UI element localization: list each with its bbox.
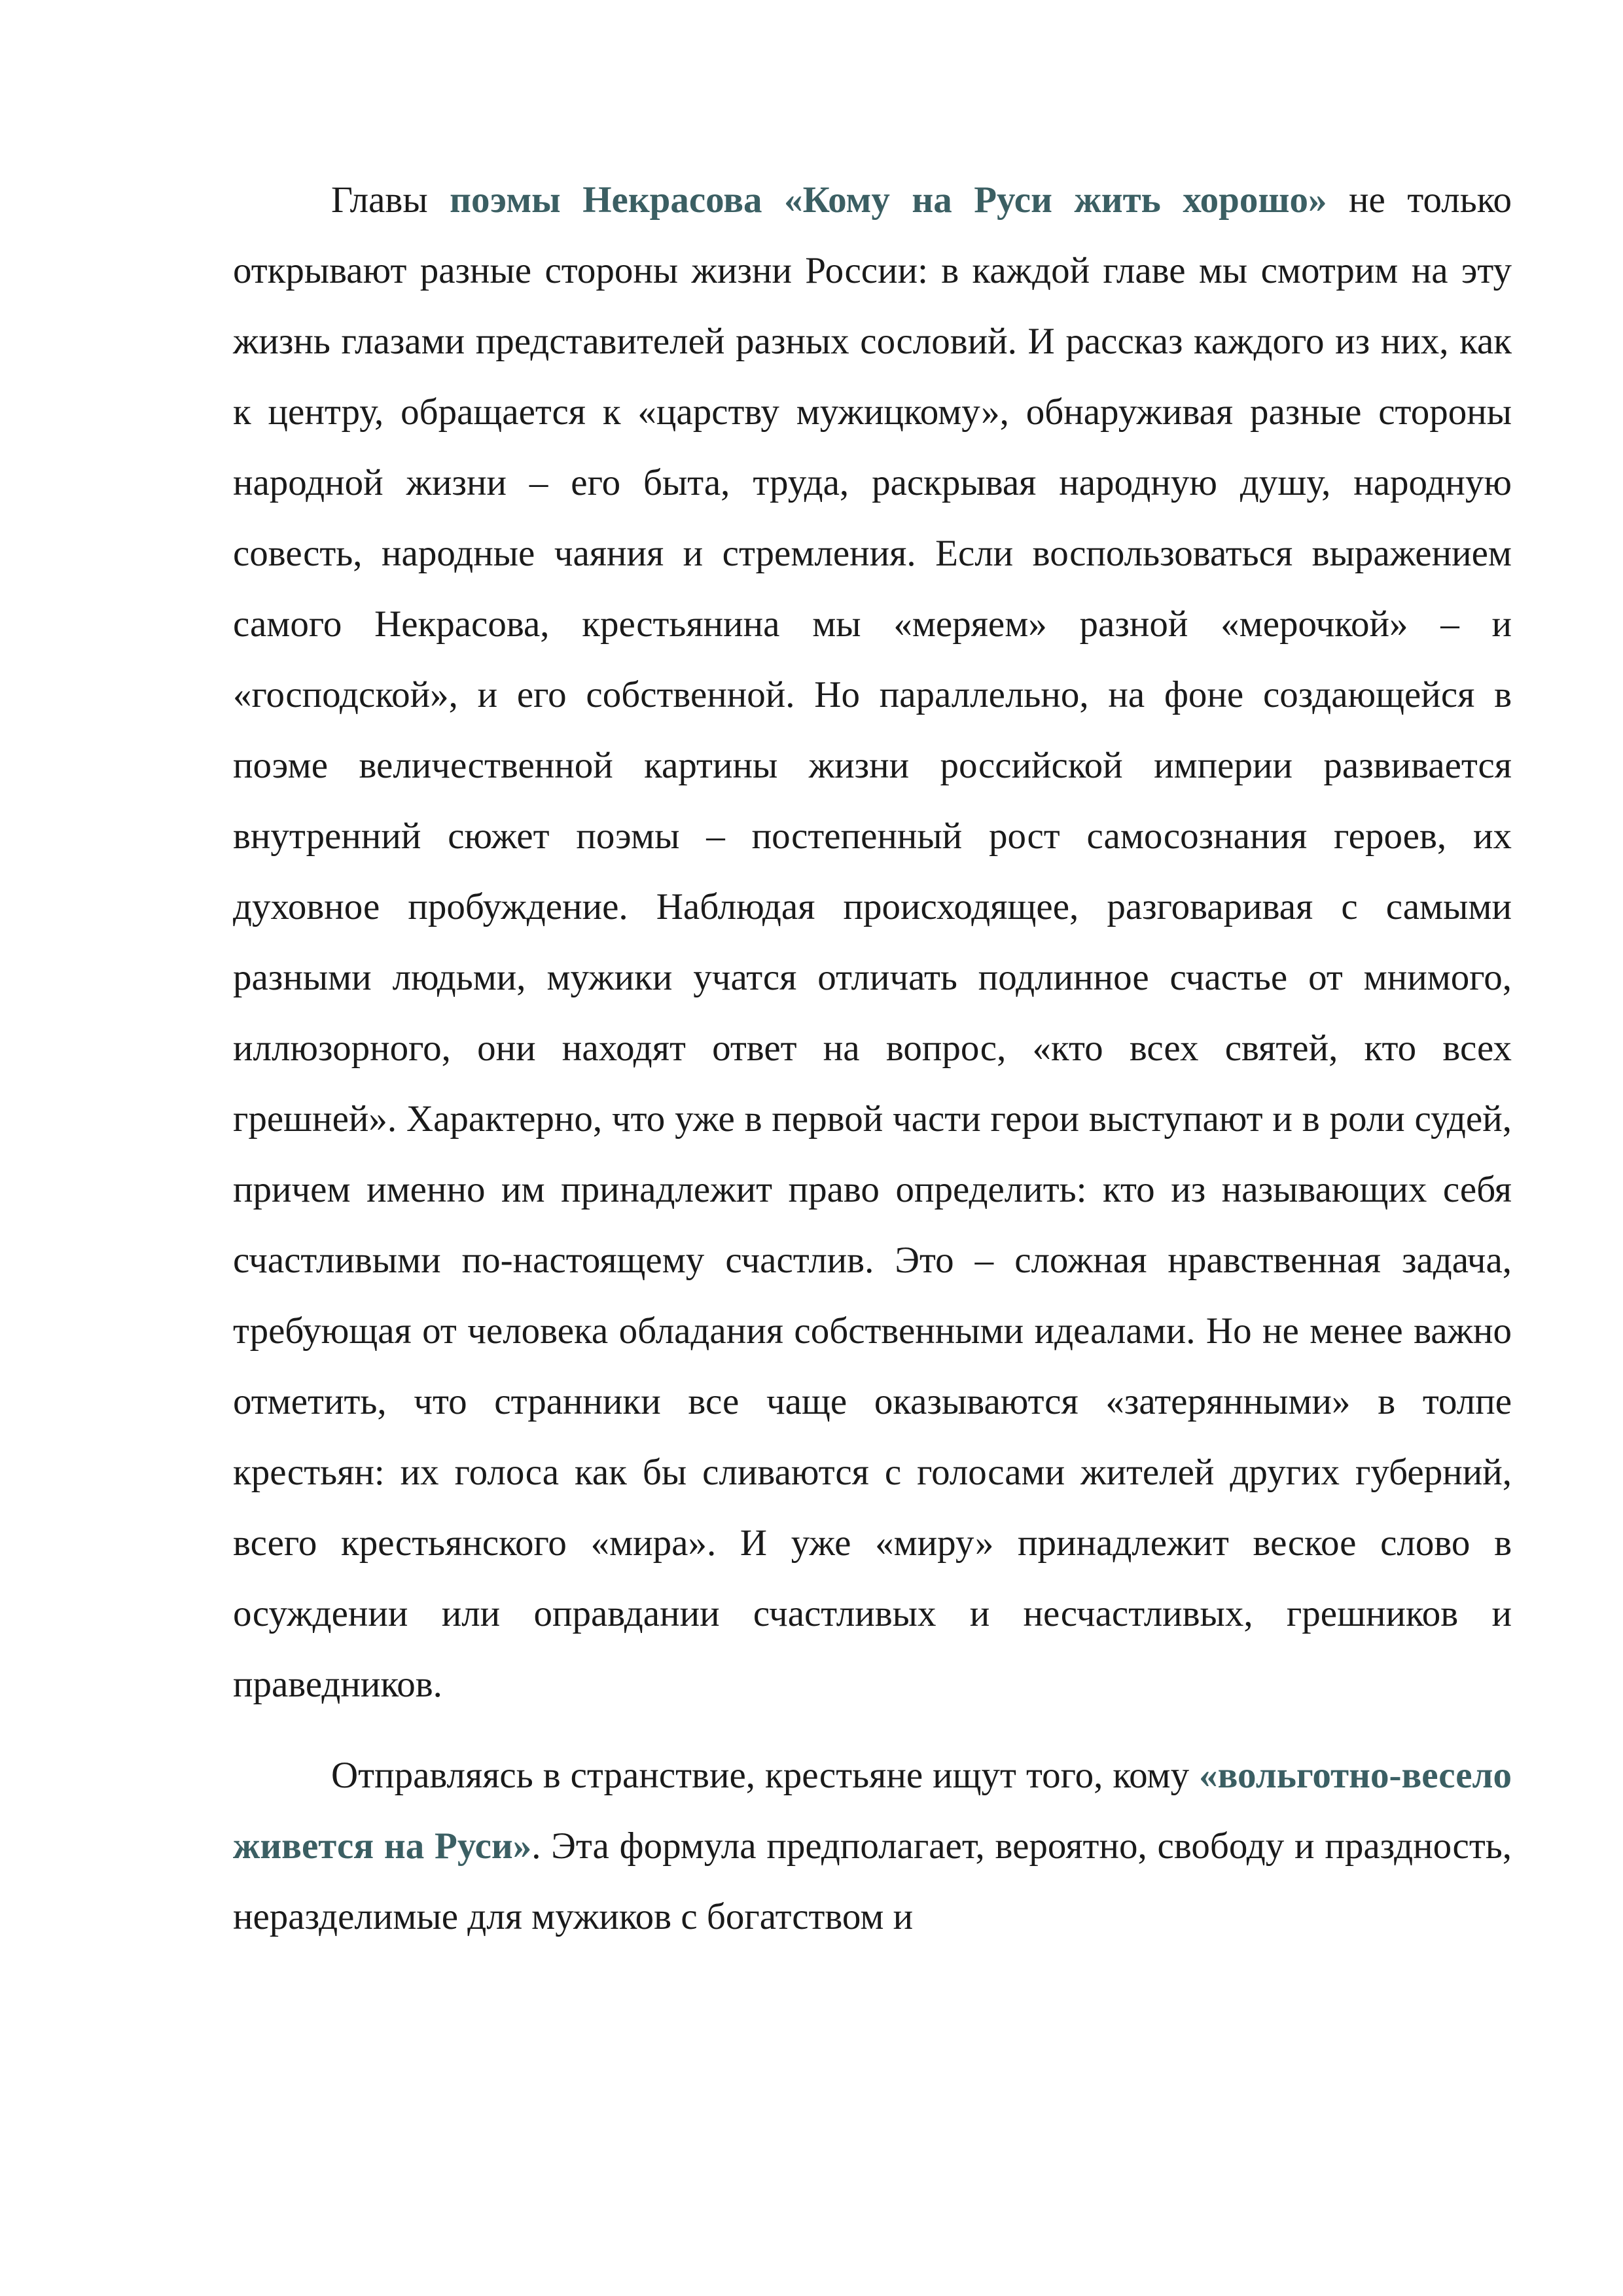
paragraph-1 (233, 165, 1512, 1720)
paragraph-1-text-2: не только открывают разные стороны жизни России: в каждой главе мы смотрим на эту жизнь глазами представителей разных сословий. И рассказ каждого из них, как к центру, обращается к «царству мужицкому», обнаруживая разные стороны народной жизни – его быта, труда, раскрывая народную душу, народную совесть, народные чаяния и стремления. Если воспользоваться выражением самого Некрасова, крестьянина мы «меряем» разной «мерочкой» – и «господской», и его собственной. Но параллельно, на фоне создающейся в поэме величественной картины жизни российской империи развивается внутренний сюжет поэмы – постепенный рост самосознания героев, их духовное пробуждение. Наблюдая происходящее, разговаривая с самыми разными людьми, мужики учатся отличать подлинное счастье от мнимого, иллюзорного, они находят ответ на вопрос, «кто всех святей, кто всех грешней». Характерно, что уже в первой части герои выступают и в роли судей, причем именно им принадлежит право определить: кто из называющих себя счастливыми по-настоящему счастлив. Это – сложная нравственная задача, требующая от человека обладания собственными идеалами. Но не менее важно отметить, что странники все чаще оказываются «затерянными» в толпе крестьян: их голоса как бы сливаются с голосами жителей других губерний, всего крестьянского «мира». И уже «миру» принадлежит веское слово в осуждении или оправдании счастливых и несчастливых, грешников и праведников. (233, 179, 1512, 1705)
paragraph-2-text-1: Отправляясь в странствие, крестьяне ищут того, кому (331, 1755, 1200, 1796)
paragraph-1-text-1: Главы (331, 179, 450, 221)
document-page (233, 165, 1512, 1952)
poem-title-highlight: поэмы Некрасова «Кому на Руси жить хорошо» (450, 179, 1327, 221)
paragraph-2-text-2: . Эта формула предполагает, вероятно, свободу и праздность, неразделимые для мужиков с богатством и (233, 1825, 1512, 1937)
quote-highlight: «вольготно-весело живется на Руси» (233, 1755, 1512, 1867)
paragraph-2 (233, 1740, 1512, 1952)
